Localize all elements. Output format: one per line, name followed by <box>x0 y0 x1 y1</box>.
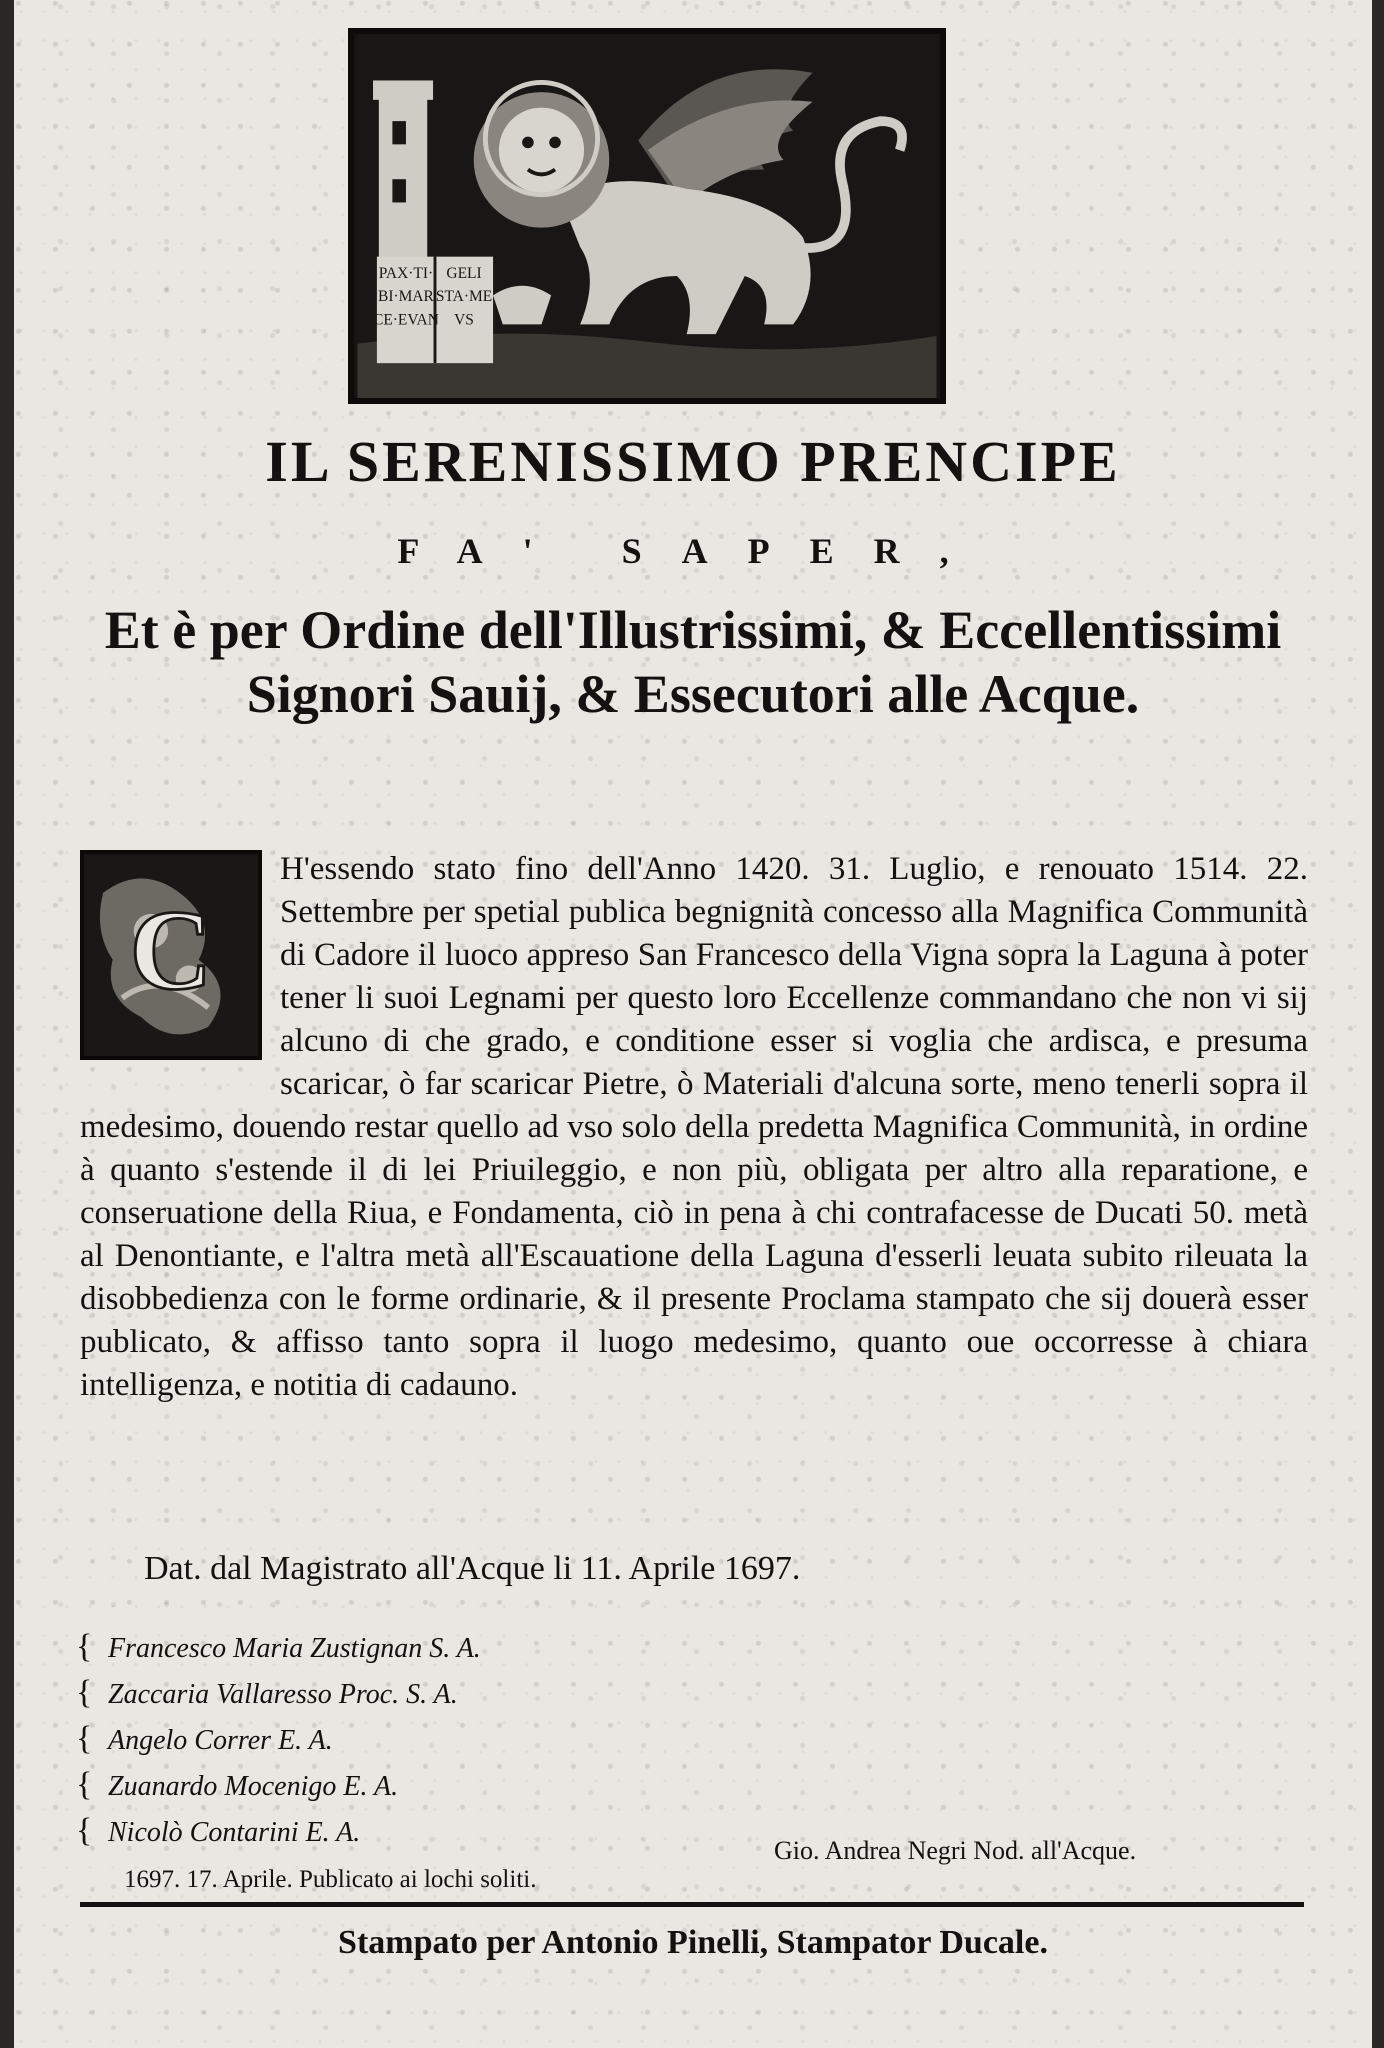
authority-heading: Et è per Ordine dell'Illustrissimi, & Eccellentissimi Signori Sauij, & Essecutori alle Acque. <box>104 600 1282 724</box>
book-text-line: CE·EVAN <box>373 311 439 329</box>
initial-letter: C <box>129 886 213 1014</box>
signer-name: Nicolò Contarini E. A. <box>108 1817 361 1848</box>
brace-icon: { <box>76 1766 93 1803</box>
book-text-line: BI·MAR <box>378 288 434 306</box>
proclamation-title: IL SERENISSIMO PRENCIPE <box>265 429 1121 494</box>
proclamation-body <box>80 848 1308 1407</box>
signers-list <box>76 1624 481 1854</box>
signer <box>76 1762 481 1808</box>
proclamation-text: H'essendo stato fino dell'Anno 1420. 31. Luglio, e renouato 1514. 22. Settembre per spetial publica begnignità concesso alla Magnifica Communità di Cadore il luoco appreso San Francesco della Vigna sopra la Laguna à poter tener li suoi Legnami per questo loro Eccellenze commandano che non vi sij alcuno di che grado, e conditione esser si voglia che ardisca, e presuma scaricar, ò far scaricar Pietre, ò Materiali d'alcuna sorte, meno tenerli sopra il medesimo, douendo restar quello ad vso solo della predetta Magnifica Communità, in ordine à quanto s'estende il di lei Priuileggio, e non più, obligata per altro alla reparatione, e conseruatione della Riua, e Fondamenta, ciò in pena à chi contrafacesse de Ducati 50. metà al Denontiante, e l'altra metà all'Escauatione della Laguna d'esserli leuata subito rileuata la disobbedienza con le forme ordinarie, & il presente Proclama stampato che sij douerà esser publicato, & affisso tanto sopra il luogo medesimo, quanto oue occorresse à chiara intelligenza, e notitia di cadauno. <box>80 851 1308 1403</box>
emblem-woodcut <box>348 28 946 404</box>
signer-name: Zuanardo Mocenigo E. A. <box>108 1771 399 1802</box>
proclamation-sheet <box>14 0 1372 2048</box>
divider-rule <box>80 1902 1304 1907</box>
brace-icon: { <box>76 1674 93 1711</box>
signer <box>76 1624 481 1670</box>
lion-of-saint-mark-icon <box>354 34 940 398</box>
signer-name: Francesco Maria Zustignan S. A. <box>108 1633 481 1664</box>
brace-icon: { <box>76 1812 93 1849</box>
signer <box>76 1808 481 1854</box>
signer <box>76 1670 481 1716</box>
decorated-initial <box>80 850 262 1060</box>
brace-icon: { <box>76 1628 93 1665</box>
signer-name: Angelo Correr E. A. <box>108 1725 333 1756</box>
dateline: Dat. dal Magistrato all'Acque li 11. Aprile 1697. <box>144 1550 801 1587</box>
book-text-line: VS <box>454 311 474 329</box>
book-text-line: GELI <box>446 264 482 282</box>
book-text-line: PAX·TI· <box>378 264 434 282</box>
brace-icon: { <box>76 1720 93 1757</box>
notary-signature: Gio. Andrea Negri Nod. all'Acque. <box>774 1836 1137 1865</box>
proclamation-subtitle: FA' SAPER, <box>397 531 989 571</box>
signer-name: Zaccaria Vallaresso Proc. S. A. <box>108 1679 458 1710</box>
book-text-line: STA·ME <box>435 288 493 306</box>
signer <box>76 1716 481 1762</box>
decorated-initial-icon <box>84 854 258 1056</box>
publication-note: 1697. 17. Aprile. Publicato ai lochi soliti. <box>124 1866 537 1893</box>
printer-line: Stampato per Antonio Pinelli, Stampator Ducale. <box>338 1924 1048 1961</box>
